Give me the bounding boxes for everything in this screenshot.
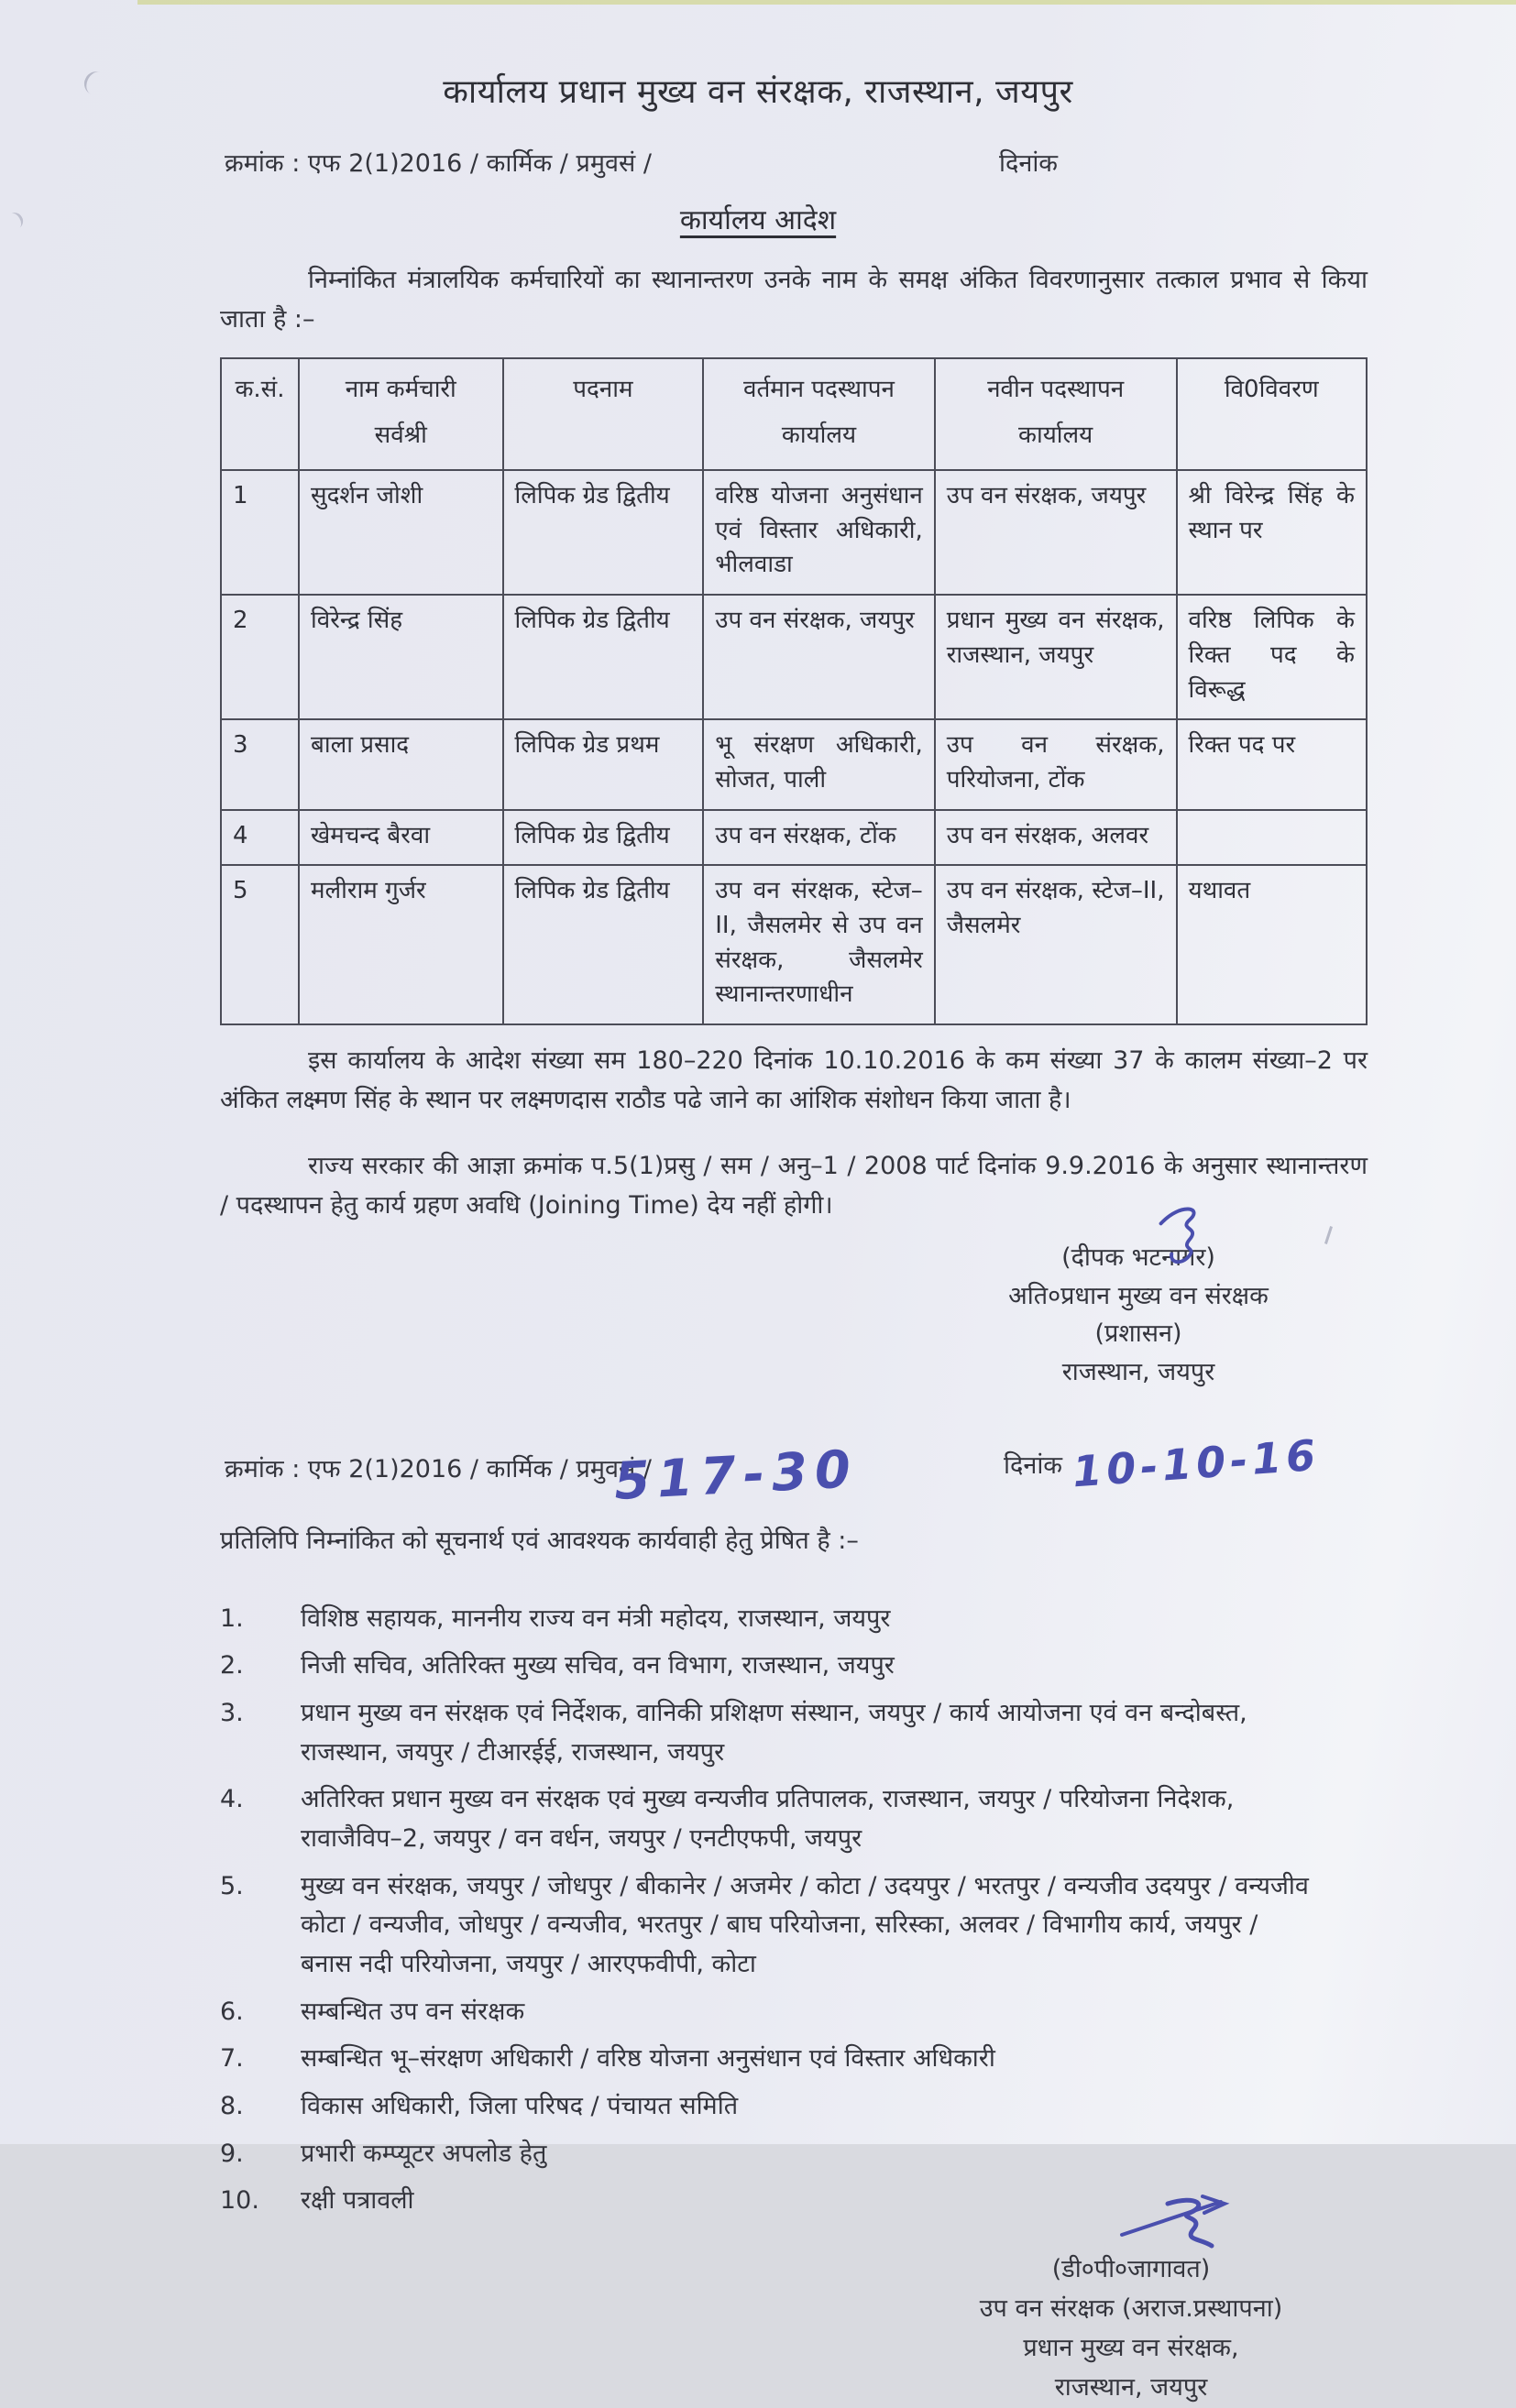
document-body bbox=[220, 261, 1368, 2408]
list-item-text: अतिरिक्त प्रधान मुख्य वन संरक्षक एवं मुख्य वन्यजीव प्रतिपालक, राजस्थान, जयपुर / परियोजना निदेशक, रावाजैविप–2, जयपुर / वन वर्धन, जयपुर / एनटीएफपी, जयपुर bbox=[301, 1785, 1235, 1853]
signatory-location: राजस्थान, जयपुर bbox=[1054, 2373, 1208, 2403]
signatory-designation: अति०प्रधान मुख्य वन संरक्षक bbox=[1008, 1281, 1269, 1310]
list-item bbox=[220, 2135, 1368, 2174]
list-item-number: 2. bbox=[220, 1651, 244, 1680]
cell-new-posting: प्रधान मुख्य वन संरक्षक, राजस्थान, जयपुर bbox=[935, 595, 1177, 719]
date-label: दिनांक bbox=[999, 149, 1059, 178]
col-header-new-posting: नवीन पदस्थापन कार्यालय bbox=[935, 358, 1177, 470]
cell-name: मलीराम गुर्जर bbox=[299, 865, 503, 1024]
list-item-number: 10. bbox=[220, 2186, 259, 2216]
list-item-text: प्रभारी कम्प्यूटर अपलोड हेतु bbox=[301, 2139, 547, 2168]
amendment-paragraph: इस कार्यालय के आदेश संख्या सम 180–220 दिनांक 10.10.2016 के कम संख्या 37 के कालम संख्या–2 पर अंकित लक्ष्मण सिंह के स्थान पर लक्ष्मणदास राठौड पढे जाने का आंशिक संशोधन किया जाता है। bbox=[220, 1046, 1368, 1114]
handwritten-dispatch-number: 517-30 bbox=[612, 1439, 860, 1512]
cell-remarks: श्री विरेन्द्र सिंह के स्थान पर bbox=[1177, 470, 1368, 595]
cell-remarks: वरिष्ठ लिपिक के रिक्त पद के विरूद्ध bbox=[1177, 595, 1368, 719]
cell-current-posting: उप वन संरक्षक, स्टेज–II, जैसलमेर से उप वन संरक्षक, जैसलमेर स्थानान्तरणाधीन bbox=[703, 865, 935, 1024]
list-item-text: विकास अधिकारी, जिला परिषद / पंचायत समिति bbox=[301, 2091, 739, 2120]
table-row bbox=[221, 810, 1367, 866]
signatory-block-2 bbox=[920, 2193, 1342, 2408]
table-row bbox=[221, 719, 1367, 809]
signature-scribble-icon bbox=[1113, 2193, 1250, 2257]
intro-paragraph: निम्नांकित मंत्रालयिक कर्मचारियों का स्थानान्तरण उनके नाम के समक्ष अंकित विवरणानुसार तत्काल प्रभाव से किया जाता है :– bbox=[220, 266, 1368, 334]
list-item-text: मुख्य वन संरक्षक, जयपुर / जोधपुर / बीकानेर / अजमेर / कोटा / उदयपुर / भरतपुर / वन्यजीव उदयपुर / वन्यजीव कोटा / वन्यजीव, जोधपुर / वन्यजीव, भरतपुर / बाघ परियोजना, सरिस्का, अलवर / विभागीय कार्य, जयपुर / बनास नदी परियोजना, जयपुर / आरएफवीपी, कोटा bbox=[301, 1871, 1309, 1978]
cell-designation: लिपिक ग्रेड द्वितीय bbox=[503, 810, 704, 866]
list-item-number: 5. bbox=[220, 1871, 244, 1900]
cell-remarks: रिक्त पद पर bbox=[1177, 719, 1368, 809]
reference-number-label: क्रमांक : एफ 2(1)2016 / कार्मिक / प्रमुवसं / bbox=[225, 149, 652, 178]
list-item bbox=[220, 1647, 1368, 1686]
cell-current-posting: उप वन संरक्षक, टोंक bbox=[703, 810, 935, 866]
list-item-number: 4. bbox=[220, 1785, 244, 1814]
cell-remarks: यथावत bbox=[1177, 865, 1368, 1024]
cell-designation: लिपिक ग्रेड प्रथम bbox=[503, 719, 704, 809]
dispatch-date-label: दिनांक bbox=[1004, 1451, 1063, 1481]
col-header-name: नाम कर्मचारी सर्वश्री bbox=[299, 358, 503, 470]
table-row bbox=[221, 865, 1367, 1024]
cell-sno: 3 bbox=[221, 719, 299, 809]
list-item-text: सम्बन्धित उप वन संरक्षक bbox=[301, 1997, 525, 2026]
cell-current-posting: उप वन संरक्षक, जयपुर bbox=[703, 595, 935, 719]
list-item-text: प्रधान मुख्य वन संरक्षक एवं निर्देशक, वानिकी प्रशिक्षण संस्थान, जयपुर / कार्य आयोजना एवं वन बन्दोबस्त, राजस्थान, जयपुर / टीआरईई, राजस्थान, जयपुर bbox=[301, 1699, 1247, 1767]
signatory-office: प्रधान मुख्य वन संरक्षक, bbox=[1023, 2334, 1239, 2363]
copy-distribution-intro: प्रतिलिपि निम्नांकित को सूचनार्थ एवं आवश्यक कार्यवाही हेतु प्रेषित है :– bbox=[220, 1527, 859, 1556]
scan-edge-artifact bbox=[137, 0, 1516, 5]
cell-designation: लिपिक ग्रेड द्वितीय bbox=[503, 595, 704, 719]
dispatch-line bbox=[220, 1429, 1368, 1512]
list-item-number: 8. bbox=[220, 2091, 244, 2120]
cell-new-posting: उप वन संरक्षक, जयपुर bbox=[935, 470, 1177, 595]
cell-sno: 5 bbox=[221, 865, 299, 1024]
cell-sno: 2 bbox=[221, 595, 299, 719]
list-item bbox=[220, 2087, 1368, 2127]
list-item bbox=[220, 1600, 1368, 1639]
cell-sno: 1 bbox=[221, 470, 299, 595]
list-item-number: 3. bbox=[220, 1699, 244, 1727]
order-heading: कार्यालय आदेश bbox=[679, 204, 837, 236]
office-title: कार्यालय प्रधान मुख्य वन संरक्षक, राजस्थान, जयपुर bbox=[443, 73, 1073, 111]
col-header-current-posting: वर्तमान पदस्थापन कार्यालय bbox=[703, 358, 935, 470]
cell-name: बाला प्रसाद bbox=[299, 719, 503, 809]
list-item bbox=[220, 1993, 1368, 2032]
list-item-text: निजी सचिव, अतिरिक्त मुख्य सचिव, वन विभाग, राजस्थान, जयपुर bbox=[301, 1651, 895, 1680]
cell-name: विरेन्द्र सिंह bbox=[299, 595, 503, 719]
table-row bbox=[221, 470, 1367, 595]
cell-current-posting: भू संरक्षण अधिकारी, सोजत, पाली bbox=[703, 719, 935, 809]
col-header-sno: क.सं. bbox=[221, 358, 299, 470]
handwritten-date: 10-10-16 bbox=[1071, 1429, 1322, 1497]
cell-name: खेमचन्द बैरवा bbox=[299, 810, 503, 866]
joining-time-paragraph: राज्य सरकार की आज्ञा क्रमांक प.5(1)प्रसु / सम / अनु–1 / 2008 पार्ट दिनांक 9.9.2016 के अनुसार स्थानान्तरण / पदस्थापन हेतु कार्य ग्रहण अवधि (Joining Time) देय नहीं होगी। bbox=[220, 1147, 1368, 1225]
cell-designation: लिपिक ग्रेड द्वितीय bbox=[503, 470, 704, 595]
list-item-number: 1. bbox=[220, 1604, 244, 1633]
cell-current-posting: वरिष्ठ योजना अनुसंधान एवं विस्तार अधिकारी, भीलवाडा bbox=[703, 470, 935, 595]
list-item bbox=[220, 1694, 1368, 1772]
signatory-department: (प्रशासन) bbox=[1094, 1319, 1182, 1349]
table-header-row bbox=[221, 358, 1367, 470]
cell-new-posting: उप वन संरक्षक, अलवर bbox=[935, 810, 1177, 866]
cell-new-posting: उप वन संरक्षक, परियोजना, टोंक bbox=[935, 719, 1177, 809]
signatory-location: राजस्थान, जयपुर bbox=[1061, 1358, 1215, 1387]
cell-new-posting: उप वन संरक्षक, स्टेज–II, जैसलमेर bbox=[935, 865, 1177, 1024]
signatory-name: (दीपक भटनागर) bbox=[1061, 1242, 1215, 1272]
reference-line bbox=[225, 145, 1388, 179]
col-header-remarks: वि0विवरण bbox=[1177, 358, 1368, 470]
cell-remarks bbox=[1177, 810, 1368, 866]
list-item-text: रक्षी पत्रावली bbox=[301, 2186, 414, 2216]
list-item-text: विशिष्ठ सहायक, माननीय राज्य वन मंत्री महोदय, राजस्थान, जयपुर bbox=[301, 1604, 891, 1633]
cell-sno: 4 bbox=[221, 810, 299, 866]
signatory-name: (डी०पी०जागावत) bbox=[1051, 2254, 1211, 2283]
list-item bbox=[220, 1867, 1368, 1985]
table-row bbox=[221, 595, 1367, 719]
distribution-list bbox=[220, 1600, 1368, 2221]
signatory-lines bbox=[920, 2249, 1342, 2408]
dispatch-reference-label: क्रमांक : एफ 2(1)2016 / कार्मिक / प्रमुवसं / bbox=[225, 1455, 652, 1484]
cell-designation: लिपिक ग्रेड द्वितीय bbox=[503, 865, 704, 1024]
list-item-number: 7. bbox=[220, 2044, 244, 2074]
list-item-number: 9. bbox=[220, 2139, 244, 2168]
col-header-designation: पदनाम bbox=[503, 358, 704, 470]
signatory-designation: उप वन संरक्षक (अराज.प्रस्थापना) bbox=[979, 2294, 1283, 2324]
transfer-table bbox=[220, 357, 1368, 1025]
signature-scribble-icon bbox=[1145, 1200, 1216, 1272]
list-item-number: 6. bbox=[220, 1997, 244, 2026]
list-item bbox=[220, 1780, 1368, 1858]
cell-name: सुदर्शन जोशी bbox=[299, 470, 503, 595]
list-item-text: सम्बन्धित भू–संरक्षण अधिकारी / वरिष्ठ योजना अनुसंधान एवं विस्तार अधिकारी bbox=[301, 2044, 995, 2074]
list-item bbox=[220, 2040, 1368, 2079]
signatory-block-1 bbox=[946, 1239, 1331, 1392]
